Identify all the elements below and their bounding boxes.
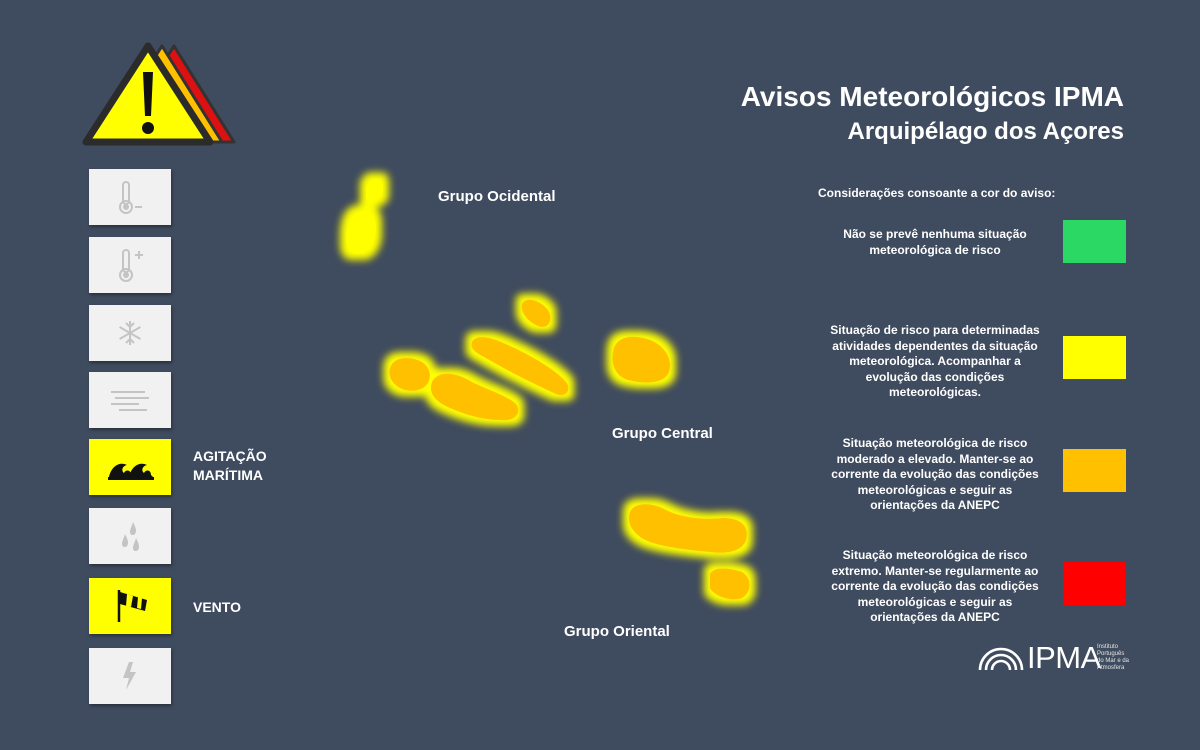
tile-snow[interactable] xyxy=(89,305,171,361)
fog-icon xyxy=(89,372,171,428)
legend-line: Não se prevê nenhuma situação xyxy=(843,227,1027,241)
tile-sea-agitation[interactable] xyxy=(89,439,171,495)
legend-line: corrente da evolução das condições xyxy=(831,579,1039,593)
windsock-icon xyxy=(89,578,171,634)
island-terceira xyxy=(613,337,670,383)
ipma-logo-arcs-icon xyxy=(976,642,1026,672)
tile-label-wind: VENTO xyxy=(193,599,241,615)
legend-line: evolução das condições xyxy=(865,369,1005,384)
warning-triangle-icon xyxy=(82,42,240,148)
legend-heading: Considerações consoante a cor do aviso: xyxy=(818,186,1056,200)
page-title xyxy=(741,80,1124,150)
logo-sub-line: Português xyxy=(1097,651,1125,657)
tile-fog[interactable] xyxy=(89,372,171,428)
tile-cold[interactable] xyxy=(89,169,171,225)
legend-line: orientações da ANEPC xyxy=(870,498,1000,512)
snowflake-icon xyxy=(89,305,171,361)
group-label-central: Grupo Central xyxy=(612,425,713,442)
legend-line: meteorológica de risco xyxy=(869,242,1001,257)
island-corvo xyxy=(366,178,383,200)
tile-label-line: MARÍTIMA xyxy=(193,467,263,483)
legend-line: Situação de risco para determinadas xyxy=(830,323,1040,337)
thermometer-minus-icon xyxy=(89,169,171,225)
legend-text-orange xyxy=(812,436,1058,514)
group-label-ocidental: Grupo Ocidental xyxy=(438,188,556,205)
legend-swatch-orange xyxy=(1063,449,1126,492)
legend-line: atividades dependentes da situação xyxy=(832,338,1038,353)
legend-line: extremo. Manter-se regularmente ao xyxy=(831,563,1039,578)
island-faial xyxy=(389,358,430,391)
waves-icon xyxy=(89,439,171,495)
tile-wind[interactable] xyxy=(89,578,171,634)
ipma-logo-word: IPMA xyxy=(1027,640,1101,675)
tile-heat[interactable] xyxy=(89,237,171,293)
legend-line: meteorológicas e seguir as xyxy=(857,594,1013,609)
legend-line: Situação meteorológica de risco xyxy=(842,548,1028,562)
island-flores xyxy=(346,211,376,254)
legend-line: moderado a elevado. Manter-se ao xyxy=(836,451,1034,466)
ipma-logo-subtitle xyxy=(1097,644,1143,672)
island-sao-jorge xyxy=(472,337,569,395)
legend-swatch-yellow xyxy=(1063,336,1126,379)
legend-text-green xyxy=(812,227,1058,258)
legend-line: meteorológicas. xyxy=(888,385,982,399)
subtitle-text: Arquipélago dos Açores xyxy=(847,118,1124,145)
logo-sub-line: do Mar e da xyxy=(1097,658,1130,664)
thermometer-plus-icon xyxy=(89,237,171,293)
rain-drops-icon xyxy=(89,508,171,564)
island-graciosa xyxy=(522,300,551,327)
legend-text-yellow xyxy=(812,323,1058,401)
title-text: Avisos Meteorológicos IPMA xyxy=(740,81,1124,112)
legend-line: meteorológicas e seguir as xyxy=(857,482,1013,497)
legend-swatch-green xyxy=(1063,220,1126,263)
lightning-icon xyxy=(89,648,171,704)
legend-line: Situação meteorológica de risco xyxy=(842,436,1028,450)
tile-rain[interactable] xyxy=(89,508,171,564)
tile-label-line: AGITAÇÃO xyxy=(193,448,267,464)
logo-sub-line: Atmosfera xyxy=(1097,665,1125,671)
tile-thunderstorm[interactable] xyxy=(89,648,171,704)
group-label-oriental: Grupo Oriental xyxy=(564,623,670,640)
island-pico xyxy=(431,374,518,421)
legend-line: meteorológica. Acompanhar a xyxy=(849,354,1021,368)
legend-line: orientações da ANEPC xyxy=(870,610,1000,624)
legend-text-red xyxy=(812,548,1058,626)
azores-map xyxy=(300,150,780,630)
logo-sub-line: Instituto xyxy=(1097,644,1119,650)
legend-swatch-red xyxy=(1063,562,1126,605)
island-sao-miguel xyxy=(629,504,747,552)
tile-label-sea-agitation xyxy=(193,447,267,485)
legend-line: corrente da evolução das condições xyxy=(831,467,1039,481)
island-santa-maria xyxy=(710,569,750,600)
